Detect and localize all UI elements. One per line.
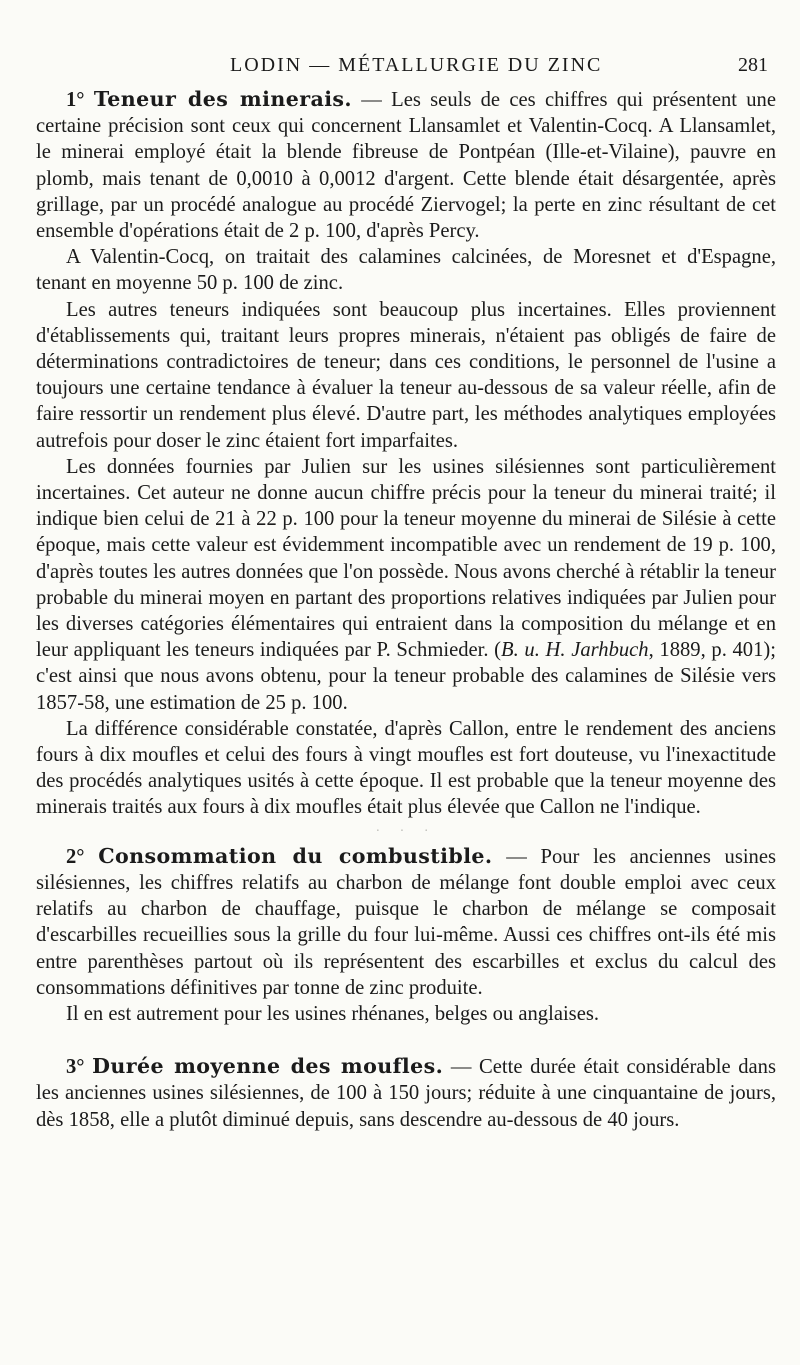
section-number: 2° bbox=[66, 845, 85, 868]
page-number: 281 bbox=[738, 54, 768, 76]
paragraph: Les autres teneurs indiquées sont beaucoup plus incertaines. Elles proviennent d'établissements qui, traitant leurs propres minerais, n'étaient pas obligés de faire de déterminations contradictoires de teneur; dans ces conditions, le personnel de l'usine a toujours une certaine tendance à évaluer la teneur au-dessous de sa valeur réelle, afin de faire ressortir un rendement plus élevé. D'autre part, les méthodes analytiques employées autrefois pour doser le zinc étaient fort imparfaites. bbox=[36, 298, 776, 452]
section-title: Durée moyenne des moufles. bbox=[92, 1054, 444, 1079]
section-divider: · · · bbox=[375, 823, 437, 839]
section-title: Teneur des minerais. bbox=[93, 87, 352, 111]
paragraph-text: Les données fournies par Julien sur les usines silésiennes sont particulièrement incertaines. Cet auteur ne donne aucun chiffre précis pour la teneur du minerai traité; il indique bien celui de 21 à 22 p. 100 pour la teneur moyenne du minerai de Silésie à cette époque, mais cette valeur est évidemment incompatible avec un rendement de 19 p. 100, d'après toutes les autres données que l'on possède. Nous avons cherché à rétablir la teneur probable du minerai moyen en partant des proportions relatives indiquées par Julien pour les diverses catégories élémentaires qui entraient dans la composition du mélange et en leur appliquant les teneurs indiquées par P. Schmieder. ( bbox=[36, 455, 776, 662]
paragraph bbox=[36, 843, 776, 1001]
paragraph: La différence considérable constatée, d'après Callon, entre le rendement des anciens fours à dix moufles et celui des fours à vingt moufles est fort douteuse, vu l'inexactitude des procédés analytiques usités à cette époque. Il est probable que la teneur moyenne des minerais traités aux fours à dix moufles était plus élevée que Callon ne l'indique. bbox=[36, 717, 776, 819]
citation-title: B. u. H. Jarhbuch bbox=[501, 639, 649, 662]
paragraph-text: — Cette durée était considérable dans les anciennes usines silésiennes, de 100 à 150 jours; réduite à une cinquantaine de jours, dès 1858, elle a plutôt diminué depuis, sans descendre au-dessous de 40 jours. bbox=[36, 1056, 776, 1131]
section-teneur-des-minerais bbox=[36, 86, 776, 821]
spacer bbox=[36, 1027, 776, 1053]
section-consommation-du-combustible bbox=[36, 843, 776, 1027]
section-number: 1° bbox=[66, 89, 85, 111]
paragraph-text: , 1889, p. 401); c'est ainsi que nous avons obtenu, pour la teneur probable des calamines de Silésie vers 1857-58, une estimation de 25 p. 100. bbox=[36, 639, 776, 714]
paragraph-text: — Pour les anciennes usines silésiennes, les chiffres relatifs au charbon de mélange font double emploi avec ceux relatifs au charbon de chauffage, puisque le charbon de mélange se composait d'escarbilles recueillies sous la grille du four lui-même. Aussi ces chiffres ont-ils été mis entre parenthèses partout où ils représentent des escarbilles et exclus du calcul des consommations définitives par tonne de zinc produite. bbox=[36, 845, 777, 999]
section-title: Consommation du combustible. bbox=[98, 843, 493, 868]
running-header bbox=[0, 54, 800, 82]
body-text bbox=[36, 86, 776, 1133]
paragraph bbox=[36, 1053, 776, 1133]
paragraph: A Valentin-Cocq, on traitait des calamines calcinées, de Moresnet et d'Espagne, tenant en moyenne 50 p. 100 de zinc. bbox=[36, 246, 776, 295]
paragraph bbox=[36, 86, 776, 244]
header-title: LODIN — MÉTALLURGIE DU ZINC bbox=[230, 54, 603, 76]
paragraph: Il en est autrement pour les usines rhénanes, belges ou anglaises. bbox=[66, 1002, 599, 1025]
section-duree-moyenne-des-moufles bbox=[36, 1053, 776, 1133]
paragraph-text: — Les seuls de ces chiffres qui présentent une certaine précision sont ceux qui concernent Llansamlet et Valentin-Cocq. A Llansamlet, le minerai employé était la blende fibreuse de Pontpéan (Ille-et-Vilaine), pauvre en plomb, mais tenant de 0,0010 à 0,0012 d'argent. Cette blende était désargentée, après grillage, par un procédé analogue au procédé Ziervogel; la perte en zinc résultant de cet ensemble d'opérations était de 2 p. 100, d'après Percy. bbox=[36, 89, 776, 243]
paragraph bbox=[36, 454, 776, 716]
section-number: 3° bbox=[66, 1056, 85, 1079]
